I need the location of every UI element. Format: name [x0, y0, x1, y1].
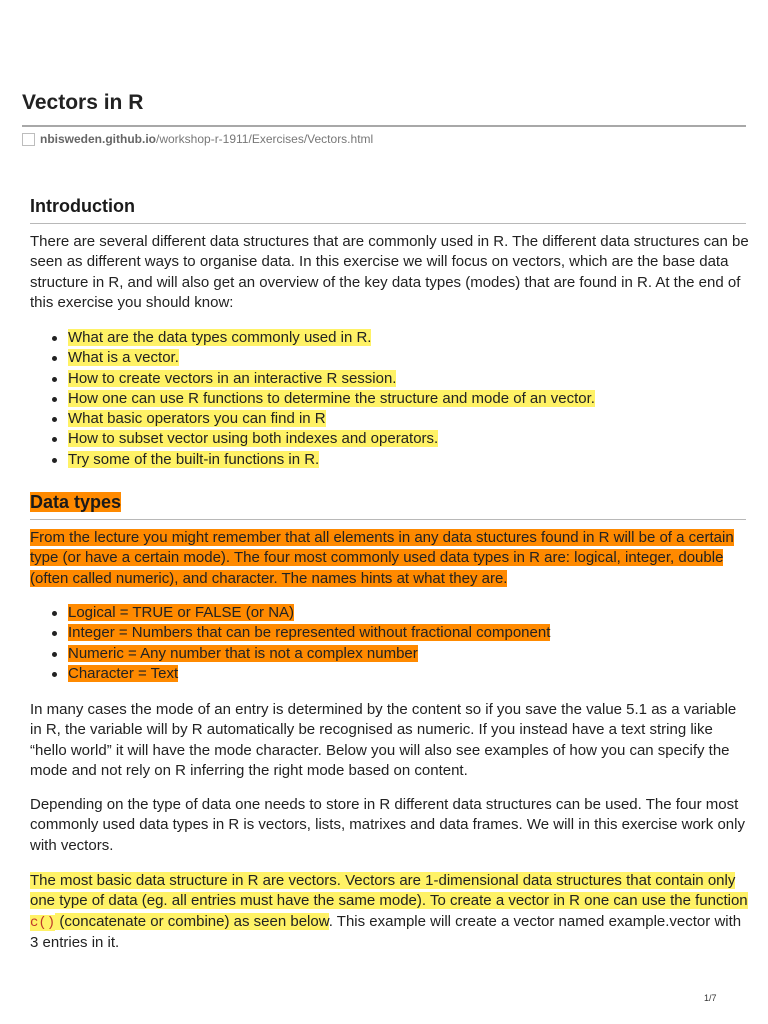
list-item: Numeric = Any number that is not a complex number — [68, 644, 550, 664]
title-divider — [22, 125, 746, 127]
data-types-divider — [30, 519, 746, 520]
source-url[interactable] — [22, 131, 373, 147]
structures-paragraph: Depending on the type of data one needs to store in R different data structures can be used. The four most commonly used data types in R is vectors, lists, matrixes and data frames. We will in this exercise work only with vectors. — [30, 796, 745, 854]
introduction-divider — [30, 223, 746, 224]
page-title: Vectors in R — [22, 91, 144, 114]
learning-goals-list — [30, 328, 595, 470]
list-item: Character = Text — [68, 664, 550, 684]
list-item: What are the data types commonly used in R. — [68, 328, 595, 348]
introduction-heading: Introduction — [30, 196, 135, 216]
mode-paragraph: In many cases the mode of an entry is determined by the content so if you save the value 5.1 as a variable in R, the variable will by R automatically be recognised as numeric. If you instead have a text string like “hello world” it will have the mode character. Below you will also see examples of how you can specify the mode and not rely on R inferring the right mode based on content. — [30, 701, 737, 779]
list-item: How to subset vector using both indexes and operators. — [68, 429, 595, 449]
introduction-paragraph: There are several different data structures that are commonly used in R. The different data structures can be seen as different ways to organise data. In this exercise we will focus on vectors, which are the base data structure in R, and will also get an overview of the key data types (modes) that are found in R. At the end of this exercise you should know: — [30, 233, 749, 311]
data-types-heading: Data types — [30, 492, 122, 512]
data-types-list — [30, 603, 550, 684]
list-item: What basic operators you can find in R — [68, 409, 595, 429]
list-item: What is a vector. — [68, 348, 595, 368]
page-number: 1/7 — [704, 993, 717, 1003]
url-domain: nbisweden.github.io — [40, 132, 156, 146]
data-types-paragraph: From the lecture you might remember that all elements in any data stuctures found in R will be of a certain type (or have a certain mode). The four most commonly used data types in R are: logical, integer, double (often called numeric), and character. The names hints at what they are. — [30, 529, 734, 587]
favicon-icon — [22, 133, 35, 146]
list-item: How one can use R functions to determine the structure and mode of an vector. — [68, 389, 595, 409]
list-item: Logical = TRUE or FALSE (or NA) — [68, 603, 550, 623]
url-path: /workshop-r-1911/Exercises/Vectors.html — [156, 132, 374, 146]
vectors-paragraph: The most basic data structure in R are vectors. Vectors are 1-dimensional data structures that contain only one type of data (eg. all entries must have the same mode). To create a vector in R one can use the function c() (concatenate or combine) as seen below. This example will create a vector named example.vector with 3 entries in it. — [30, 872, 748, 951]
list-item: How to create vectors in an interactive R session. — [68, 369, 595, 389]
list-item: Integer = Numbers that can be represented without fractional component — [68, 623, 550, 643]
list-item: Try some of the built-in functions in R. — [68, 450, 595, 470]
code-snippet: c() — [30, 914, 56, 931]
